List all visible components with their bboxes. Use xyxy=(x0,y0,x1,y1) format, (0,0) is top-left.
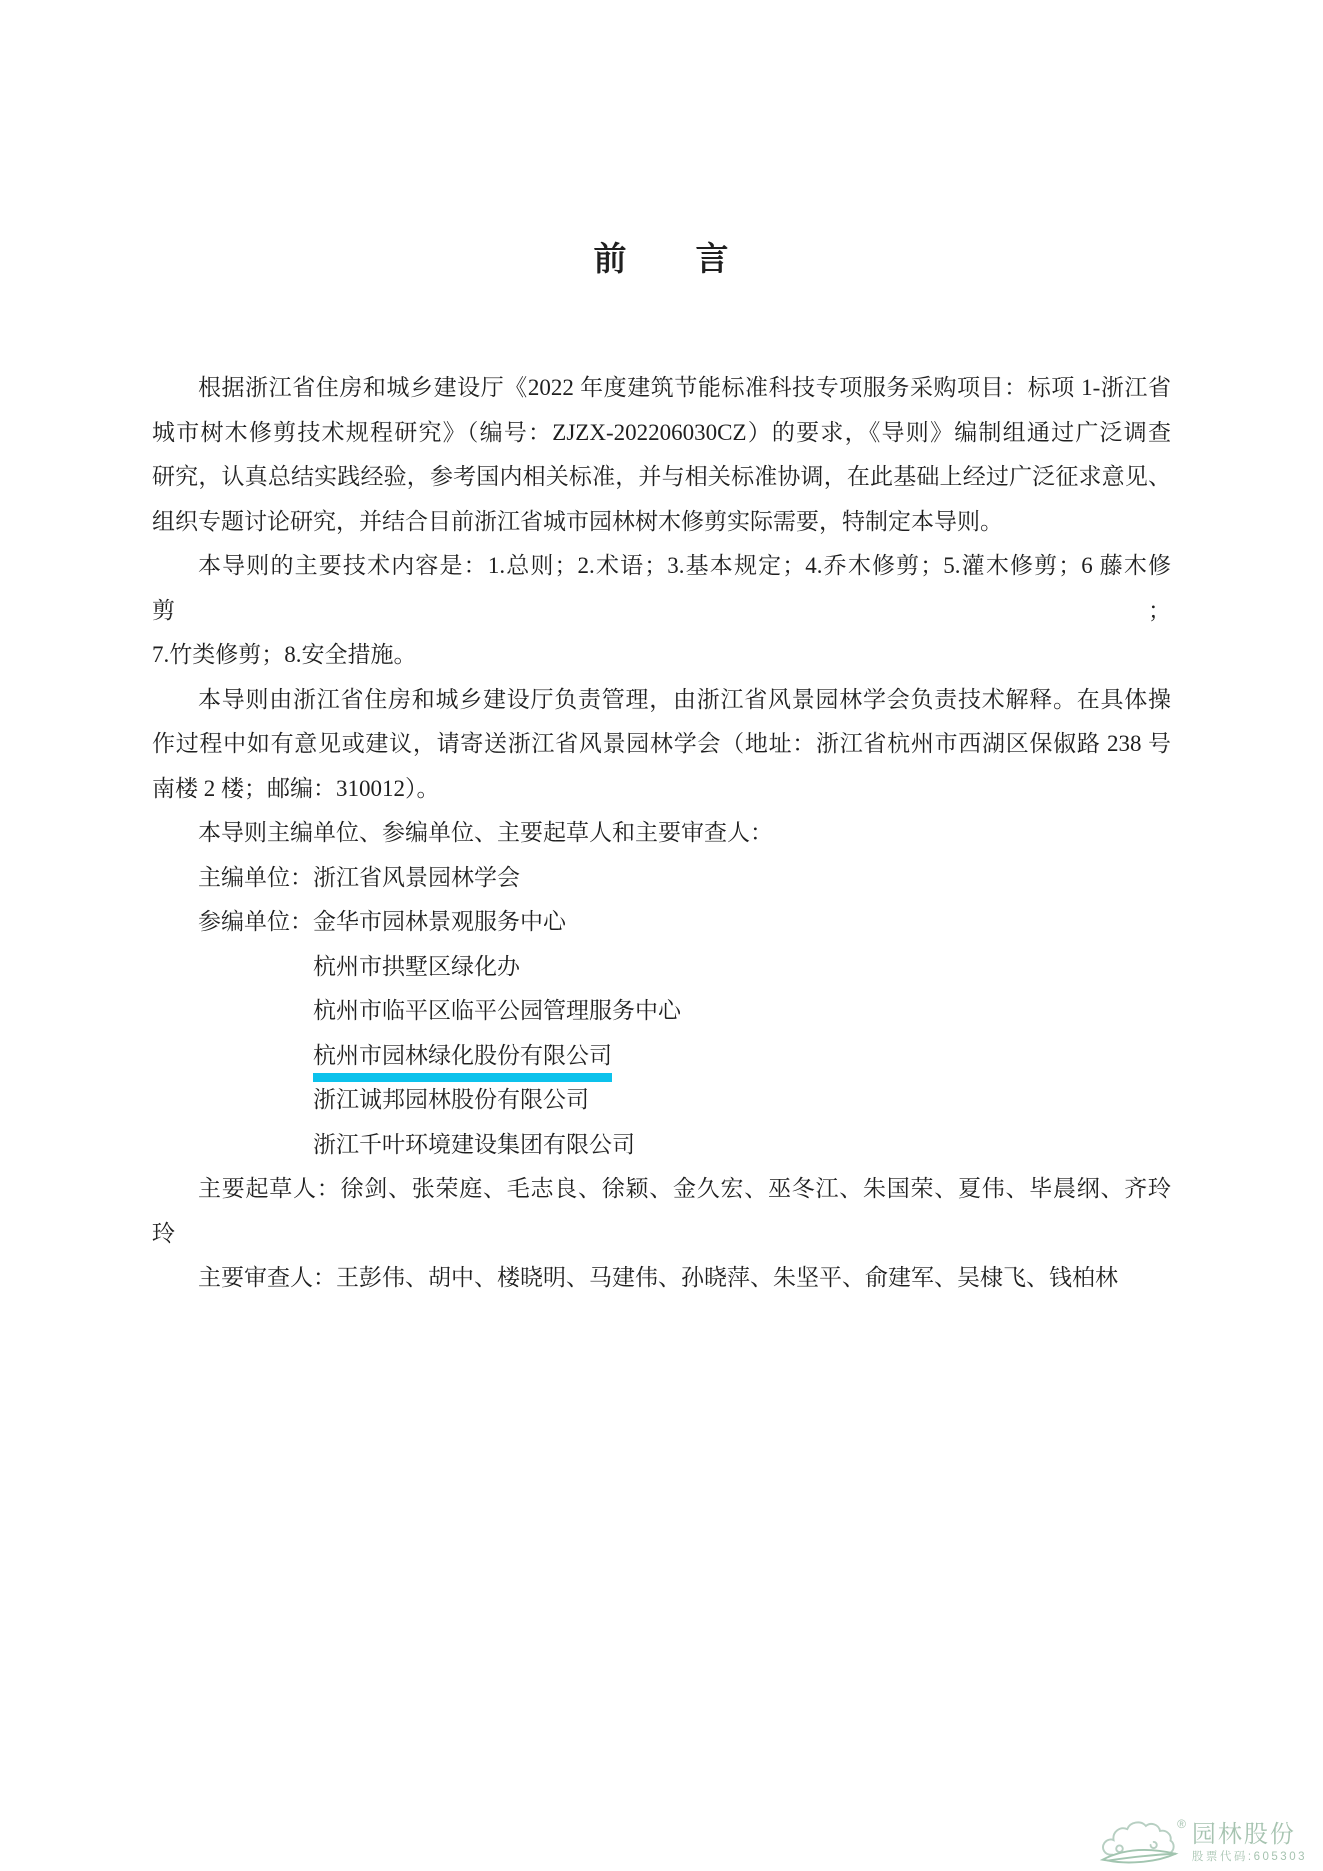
text-line: 主要审查人：王彭伟、胡中、楼晓明、马建伟、孙晓萍、朱坚平、俞建军、吴棣飞、钱柏林 xyxy=(198,1265,1118,1290)
page-title: 前 言 xyxy=(593,242,730,278)
field-value: 浙江省风景园林学会 xyxy=(313,864,520,890)
text-line: 本导则主编单位、参编单位、主要起草人和主要审查人： xyxy=(198,820,773,845)
labeled-continuation-line xyxy=(152,1078,1171,1123)
logo-stock-code: 股票代码:605303 xyxy=(1191,1851,1307,1863)
labeled-continuation-line xyxy=(152,1123,1171,1168)
text-line: 玲 xyxy=(152,1220,175,1246)
text-line: 组织专题讨论研究，并结合目前浙江省城市园林树木修剪实际需要，特制定本导则。 xyxy=(152,508,1003,534)
garden-cloud-leaf-icon xyxy=(1099,1818,1181,1864)
labeled-continuation-line xyxy=(152,989,1171,1034)
chief-editor-unit xyxy=(152,856,1171,901)
text-line: 本导则的主要技术内容是：1.总则；2.术语；3.基本规定；4.乔木修剪；5.灌木修剪；6 藤木修剪； xyxy=(152,553,1171,623)
text-line: 根据浙江省住房和城乡建设厅《2022 年度建筑节能标准科技专项服务采购项目：标项 1-浙江省 xyxy=(198,375,1171,400)
labeled-continuation-line xyxy=(152,1034,1171,1079)
logo-text-block xyxy=(1192,1822,1307,1864)
field-value: 杭州市拱墅区绿化办 xyxy=(313,953,520,979)
para-basis xyxy=(152,366,1171,544)
field-value: 金华市园林景观服务中心 xyxy=(313,909,566,934)
footer-logo xyxy=(1099,1818,1307,1864)
field-value: 杭州市临平区临平公园管理服务中心 xyxy=(313,998,681,1023)
field-label: 主编单位： xyxy=(198,864,313,890)
para-management xyxy=(152,678,1171,812)
drafters xyxy=(152,1167,1171,1256)
labeled-continuation-line xyxy=(152,945,1171,990)
document-body xyxy=(152,366,1171,1301)
field-value: 浙江诚邦园林股份有限公司 xyxy=(313,1087,589,1112)
highlighted-company-name: 杭州市园林绿化股份有限公司 xyxy=(313,1043,612,1082)
field-value: 浙江千叶环境建设集团有限公司 xyxy=(313,1131,635,1157)
logo-company-name: 园林股份 xyxy=(1191,1821,1296,1848)
text-line: 7.竹类修剪；8.安全措施。 xyxy=(152,642,417,667)
text-line: 本导则由浙江省住房和城乡建设厅负责管理，由浙江省风景园林学会负责技术解释。在具体操 xyxy=(198,686,1171,712)
text-line: 南楼 2 楼；邮编：310012）。 xyxy=(152,775,440,801)
text-line: 作过程中如有意见或建议，请寄送浙江省风景园林学会（地址：浙江省杭州市西湖区保俶路 238 号 xyxy=(152,731,1171,756)
field-label: 参编单位： xyxy=(198,909,313,934)
labeled-line xyxy=(152,900,1171,945)
text-line: 研究，认真总结实践经验，参考国内相关标准，并与相关标准协调，在此基础上经过广泛征求意见、 xyxy=(152,464,1171,489)
participating-units xyxy=(152,900,1171,1167)
registered-trademark-icon: ® xyxy=(1177,1817,1186,1831)
labeled-line xyxy=(152,856,1171,901)
reviewers xyxy=(152,1256,1171,1301)
text-line: 主要起草人：徐剑、张荣庭、毛志良、徐颖、金久宏、巫冬江、朱国荣、夏伟、毕晨纲、齐玲 xyxy=(198,1176,1171,1201)
text-line: 城市树木修剪技术规程研究》（编号：ZJZX-202206030CZ）的要求，《导则》编制组通过广泛调查 xyxy=(152,419,1171,445)
para-contents xyxy=(152,544,1171,678)
para-credits-intro xyxy=(152,811,1171,856)
